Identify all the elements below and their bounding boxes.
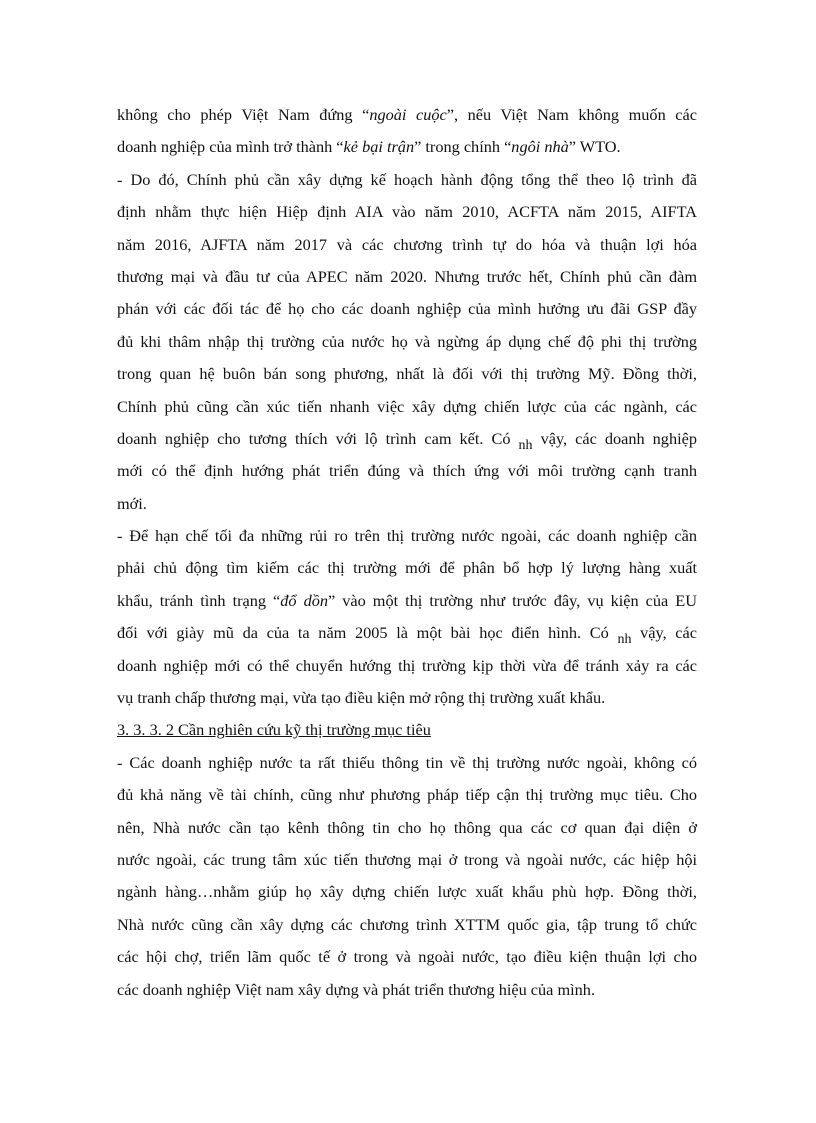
- text-line: nên, Nhà nước cần tạo kênh thông tin cho họ thông qua các cơ quan đại diện ở: [117, 817, 697, 837]
- text-line: đủ khả năng về tài chính, cũng như phương pháp tiếp cận thị trường mục tiêu. Cho: [117, 785, 697, 805]
- section-heading: 3. 3. 3. 2 Cần nghiên cứu kỹ thị trường mục tiêu: [117, 720, 431, 740]
- text-line: doanh nghiệp cho tương thích với lộ trình cam kết. Có nh vậy, các doanh nghiệp: [117, 428, 697, 453]
- document-body: [117, 99, 697, 1006]
- text-line: doanh nghiệp của mình trở thành “kẻ bại trận” trong chính “ngôi nhà” WTO.: [117, 137, 621, 157]
- paragraph-start-line: - Các doanh nghiệp nước ta rất thiếu thông tin về thị trường nước ngoài, không có: [117, 752, 697, 772]
- italic-phrase: ngoài cuộc: [369, 105, 447, 124]
- italic-phrase: đổ dồn: [280, 590, 328, 610]
- subscript-fragment: nh: [518, 437, 533, 453]
- paragraph-start-line: - Để hạn chế tối đa những rủi ro trên thị trường nước ngoài, các doanh nghiệp cần: [117, 526, 697, 546]
- text-line: Chính phủ cũng cần xúc tiến nhanh việc xây dựng chiến lược của các ngành, các: [117, 396, 697, 416]
- text-line: các doanh nghiệp Việt nam xây dựng và phát triển thương hiệu của mình.: [117, 979, 596, 999]
- text-line: đối với giày mũ da của ta năm 2005 là một bài học điển hình. Có nh vậy, các: [117, 623, 697, 648]
- paragraph-start-line: - Do đó, Chính phủ cần xây dựng kế hoạch hành động tổng thể theo lộ trình đã: [117, 169, 697, 189]
- text-line: doanh nghiệp mới có thể chuyển hướng thị trường kịp thời vừa để tránh xảy ra các: [117, 655, 697, 675]
- text-line: không cho phép Việt Nam đứng “ngoài cuộc”, nếu Việt Nam không muốn các: [117, 105, 697, 124]
- text-line: ngành hàng…nhằm giúp họ xây dựng chiến lược xuất khẩu phù hợp. Đồng thời,: [117, 882, 697, 902]
- text-line: khẩu, tránh tình trạng “đổ dồn” vào một thị trường như trước đây, vụ kiện của EU: [117, 590, 697, 610]
- italic-phrase: ngôi nhà: [511, 137, 569, 157]
- text-line: Nhà nước cũng cần xây dựng các chương trình XTTM quốc gia, tập trung tổ chức: [117, 914, 697, 934]
- text-line: phải chủ động tìm kiếm các thị trường mới để phân bổ hợp lý lượng hàng xuất: [117, 558, 697, 578]
- subscript-fragment: nh: [617, 632, 632, 648]
- text-line: nước ngoài, các trung tâm xúc tiến thương mại ở trong và ngoài nước, các hiệp hội: [117, 849, 697, 869]
- text-line: phán với các đối tác để họ cho các doanh nghiệp của mình hưởng ưu đãi GSP đầy: [117, 299, 697, 319]
- italic-phrase: kẻ bại trận: [343, 137, 415, 157]
- text-line: các hội chợ, triển lãm quốc tế ở trong và ngoài nước, tạo điều kiện thuận lợi cho: [117, 947, 697, 967]
- text-line: mới có thể định hướng phát triển đúng và thích ứng với môi trường cạnh tranh: [117, 461, 697, 481]
- text-line: vụ tranh chấp thương mại, vừa tạo điều kiện mở rộng thị trường xuất khẩu.: [117, 688, 606, 708]
- text-line: thương mại và đầu tư của APEC năm 2020. Nhưng trước hết, Chính phủ cần đàm: [117, 266, 697, 286]
- text-line: định nhằm thực hiện Hiệp định AIA vào năm 2010, ACFTA năm 2015, AIFTA: [117, 202, 697, 222]
- text-line: năm 2016, AJFTA năm 2017 và các chương trình tự do hóa và thuận lợi hóa: [117, 234, 697, 254]
- text-line: mới.: [117, 493, 147, 513]
- text-line: trong quan hệ buôn bán song phương, nhất là đối với thị trường Mỹ. Đồng thời,: [117, 364, 697, 384]
- text-line: đủ khi thâm nhập thị trường của nước họ và ngừng áp dụng chế độ phi thị trường: [117, 331, 697, 351]
